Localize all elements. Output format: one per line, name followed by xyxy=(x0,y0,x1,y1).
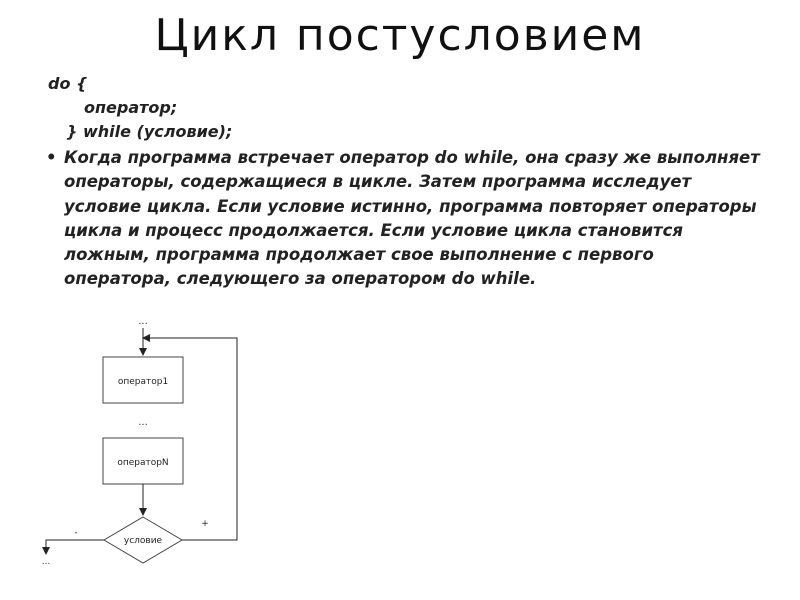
code-line-while: } while (условие); xyxy=(66,122,233,141)
flow-box-operator1-label: оператор1 xyxy=(117,377,169,387)
flow-top-dots: ... xyxy=(138,316,148,327)
flow-exit-line xyxy=(46,540,104,554)
description-text: Когда программа встречает оператор do while, она сразу же выполняет операторы, содержащиеся в цикле. Затем программа исследует условие цикла. Если условие истинно, программа повторяет операторы цикла и процесс продолжается. Если условие цикла становится ложным, программа продолжает свое выполнение с первого оператора, следующего за оператором do while. xyxy=(64,148,760,289)
code-line-operator: оператор; xyxy=(84,98,178,117)
flow-mid-dots: ... xyxy=(138,417,148,428)
flow-yes-label: + xyxy=(201,519,209,529)
flow-box-operatorN-label: операторN xyxy=(117,458,169,468)
description-bullet xyxy=(46,146,761,292)
slide-title: Цикл постусловием xyxy=(154,10,646,61)
code-line-do: do { xyxy=(48,74,88,93)
flow-no-label: - xyxy=(74,528,78,538)
bullet-marker: • xyxy=(46,148,57,167)
flowchart xyxy=(30,310,290,590)
code-snippet xyxy=(48,72,232,144)
flow-condition-label: условие xyxy=(123,536,163,546)
flow-exit-dots: ... xyxy=(41,557,51,567)
